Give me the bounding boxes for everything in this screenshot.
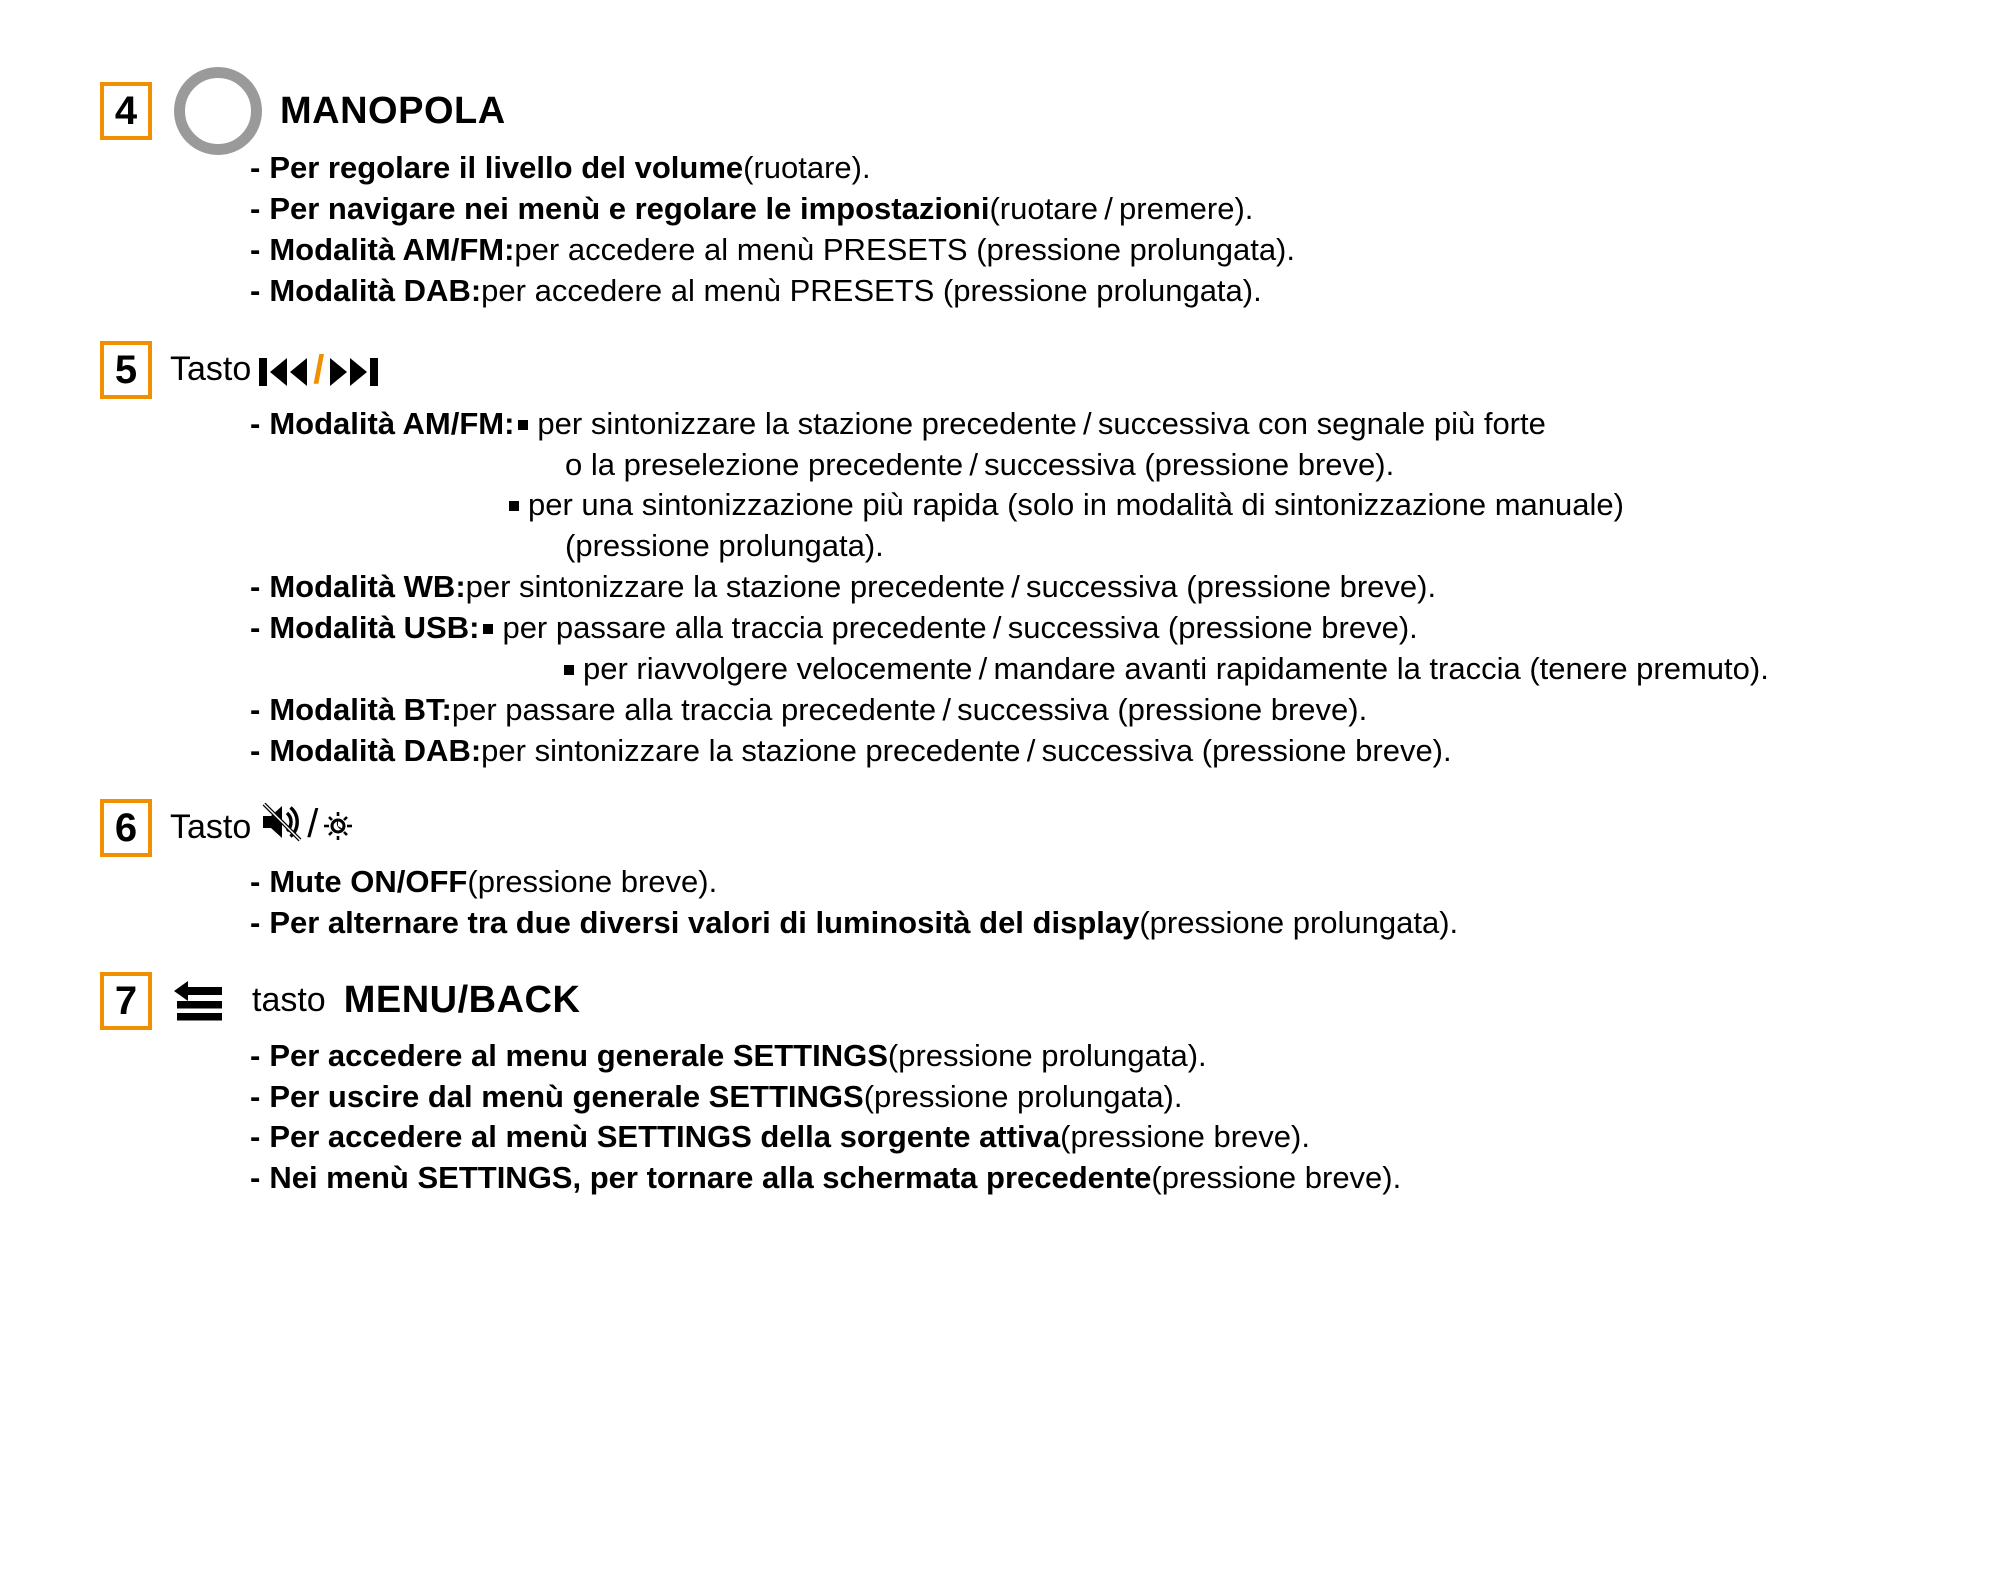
dash-marker: -	[250, 1119, 261, 1155]
bullet-line	[250, 608, 1940, 649]
bullet-normal-text: per sintonizzare la stazione precedente / successiva (pressione breve).	[481, 732, 1452, 768]
section-6-mute-button	[100, 800, 1940, 944]
bullet-bold-text: Modalità DAB:	[269, 272, 482, 308]
section-7-menu-back-button	[100, 972, 1940, 1200]
track-next-triangle-2-icon	[350, 358, 367, 386]
bullet-normal-text: (pressione breve).	[1060, 1119, 1310, 1155]
bullet-bold-text: Modalità AM/FM:	[269, 405, 515, 441]
section-4-manopola	[100, 80, 1940, 312]
section-4-header	[100, 80, 1940, 142]
bullet-line	[250, 271, 1940, 312]
bullet-line	[250, 862, 1940, 903]
track-skip-icon	[259, 347, 378, 392]
bullet-bold-text: Modalità USB:	[269, 610, 480, 646]
bullet-bold-text: Modalità DAB:	[269, 732, 482, 768]
dash-marker: -	[250, 904, 261, 940]
dash-marker: -	[250, 272, 261, 308]
slash-separator-icon: /	[307, 801, 319, 846]
bullet-line	[250, 567, 1940, 608]
dash-marker: -	[250, 732, 261, 768]
bullet-bold-text: Modalità WB:	[269, 569, 466, 605]
bullet-normal-text: (pressione prolungata).	[1139, 904, 1459, 940]
section-number-badge-4: 4	[100, 82, 152, 140]
section-5-tasto-label: Tasto	[170, 350, 252, 389]
section-7-title: MENU/BACK	[343, 979, 581, 1022]
section-5-track-button	[100, 342, 1940, 772]
dash-marker: -	[250, 610, 261, 646]
bullet-line	[250, 148, 1940, 189]
bullet-normal-text: per accedere al menù PRESETS (pressione prolungata).	[514, 231, 1295, 267]
section-6-tasto-label: Tasto	[170, 808, 252, 847]
bullet-bold-text: Per alternare tra due diversi valori di luminosità del display	[269, 904, 1140, 940]
bullet-bold-text: Per regolare il livello del volume	[269, 150, 744, 185]
section-5-body	[100, 404, 1940, 772]
mute-icon	[259, 801, 305, 843]
hamburger-back-arrow-icon	[170, 979, 226, 1027]
bullet-bold-text: Modalità BT:	[269, 691, 452, 727]
section-number-badge-5: 5	[100, 341, 152, 399]
track-prev-triangle-1-icon	[270, 358, 287, 386]
section-6-body	[100, 862, 1940, 944]
bullet-line	[250, 1158, 1940, 1199]
dash-marker: -	[250, 863, 261, 899]
bullet-normal-text: per riavvolgere velocemente / mandare avanti rapidamente la traccia (tenere premuto).	[583, 651, 1769, 687]
section-7-header	[100, 972, 1940, 1030]
bullet-line	[250, 230, 1940, 271]
square-bullet-icon	[518, 420, 528, 430]
section-7-tasto-label: tasto	[252, 981, 326, 1020]
section-number-badge-6: 6	[100, 799, 152, 857]
bullet-normal-text: o la preselezione precedente / successiva (pressione breve).	[565, 446, 1395, 482]
bullet-line	[250, 1077, 1940, 1118]
track-prev-bar-icon	[259, 358, 267, 386]
bullet-normal-text: (pressione prolungata).	[887, 1037, 1207, 1073]
bullet-line	[250, 189, 1940, 230]
sub-bullet-line	[250, 649, 1940, 690]
bullet-bold-text: Mute ON/OFF	[269, 863, 468, 899]
dash-marker: -	[250, 569, 261, 605]
bullet-normal-text: (pressione breve).	[467, 863, 718, 899]
section-4-body	[100, 148, 1940, 312]
dash-marker: -	[250, 405, 261, 441]
bullet-line	[250, 1117, 1940, 1158]
track-prev-triangle-2-icon	[290, 358, 307, 386]
bullet-line	[250, 404, 1940, 445]
bullet-normal-text: (ruotare).	[743, 150, 871, 185]
square-bullet-icon	[509, 501, 519, 511]
dash-marker: -	[250, 1037, 261, 1073]
rotary-knob-icon	[174, 67, 262, 155]
slash-separator-icon: /	[313, 347, 325, 392]
mute-brightness-icon	[259, 801, 356, 846]
dash-marker: -	[250, 231, 261, 267]
bullet-bold-text: Per uscire dal menù generale SETTINGS	[269, 1078, 864, 1114]
dash-marker: -	[250, 150, 261, 185]
section-number-badge-7: 7	[100, 972, 152, 1030]
bullet-normal-text: per sintonizzare la stazione precedente / successiva (pressione breve).	[465, 569, 1437, 605]
bullet-normal-text: per passare alla traccia precedente / successiva (pressione breve).	[451, 691, 1368, 727]
bullet-continuation-line	[250, 445, 1940, 486]
bullet-bold-text: Modalità AM/FM:	[269, 231, 515, 267]
bullet-line	[250, 731, 1940, 772]
track-next-triangle-1-icon	[330, 358, 347, 386]
bullet-line	[250, 690, 1940, 731]
section-4-title: MANOPOLA	[280, 89, 506, 132]
bullet-line	[250, 1036, 1940, 1077]
track-next-bar-icon	[370, 358, 378, 386]
dash-marker: -	[250, 691, 261, 727]
section-5-header	[100, 342, 1940, 398]
bullet-normal-text: (ruotare / premere).	[989, 190, 1254, 226]
square-bullet-icon	[483, 624, 493, 634]
bullet-normal-text: per una sintonizzazione più rapida (solo in modalità di sintonizzazione manuale)	[528, 487, 1624, 523]
bullet-bold-text: Nei menù SETTINGS, per tornare alla schermata precedente	[269, 1160, 1152, 1196]
bullet-normal-text: per sintonizzare la stazione precedente / successiva con segnale più forte	[537, 405, 1546, 441]
bullet-normal-text: (pressione prolungata).	[863, 1078, 1183, 1114]
bullet-normal-text: (pressione breve).	[1151, 1160, 1402, 1196]
square-bullet-icon	[564, 665, 574, 675]
section-6-header	[100, 800, 1940, 856]
bullet-bold-text: Per navigare nei menù e regolare le impostazioni	[269, 190, 990, 226]
section-7-body	[100, 1036, 1940, 1200]
bullet-normal-text: per passare alla traccia precedente / successiva (pressione breve).	[502, 610, 1418, 646]
bullet-bold-text: Per accedere al menù SETTINGS della sorgente attiva	[269, 1119, 1061, 1155]
dash-marker: -	[250, 1078, 261, 1114]
bullet-normal-text: (pressione prolungata).	[565, 528, 884, 564]
brightness-icon	[320, 804, 356, 840]
sub-bullet-line	[250, 485, 1940, 526]
bullet-normal-text: per accedere al menù PRESETS (pressione prolungata).	[481, 272, 1262, 308]
dash-marker: -	[250, 1160, 261, 1196]
bullet-line	[250, 903, 1940, 944]
bullet-continuation-line	[250, 526, 1940, 567]
menu-back-icon	[170, 979, 226, 1027]
dash-marker: -	[250, 190, 261, 226]
bullet-bold-text: Per accedere al menu generale SETTINGS	[269, 1037, 888, 1073]
